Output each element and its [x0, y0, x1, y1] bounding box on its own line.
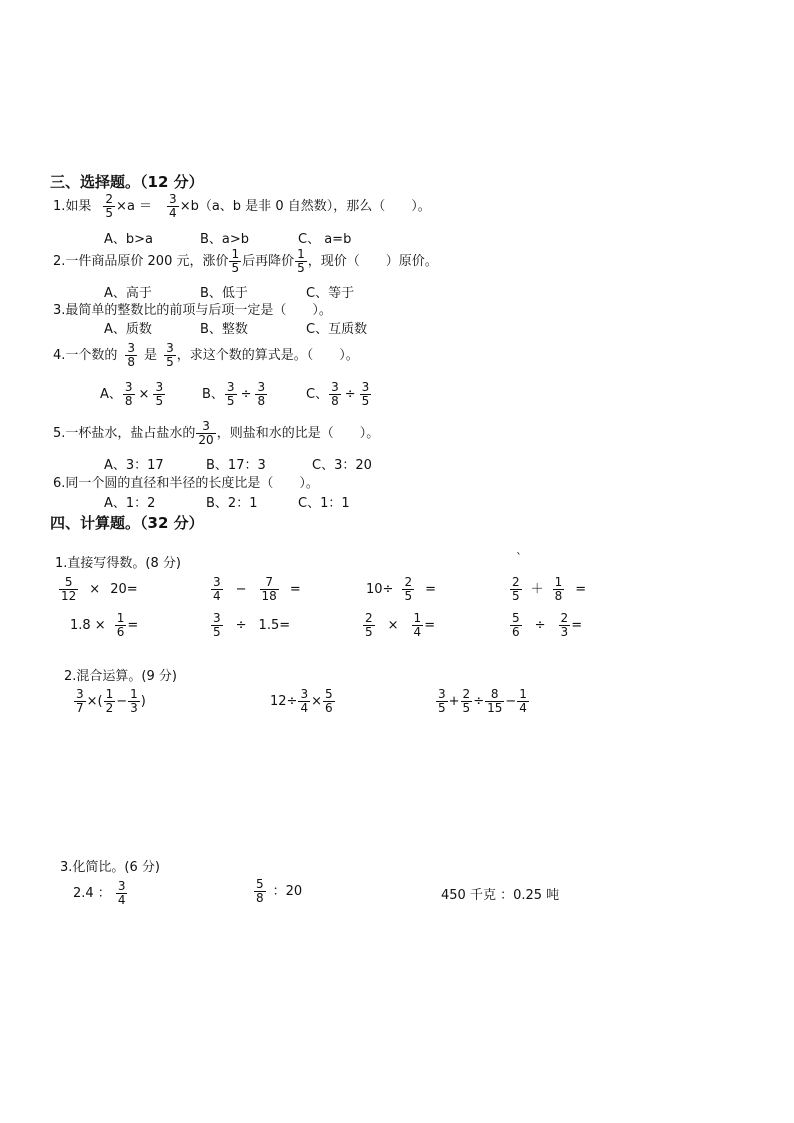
- q4-option-b: B、 $\frac{3}{5}$ ÷ $\frac{3}{8}$: [202, 380, 266, 408]
- q2-option-c: C、等于: [306, 286, 355, 301]
- q1-stem: 1.如果 $\frac{2}{5}$ ×a ＝ $\frac{3}{4}$ ×b（a、b 是非 0 自然数），那么（ ）。: [53, 192, 431, 220]
- part3-title: 3.化简比。(6 分): [60, 860, 160, 875]
- fraction: $\frac{3}{5}$: [361, 380, 370, 408]
- calc-e1: $\frac{5}{12}$ × 20=: [61, 575, 138, 603]
- fraction: $\frac{3}{4}$: [300, 687, 309, 715]
- q1-option-b: B、a>b: [200, 232, 250, 247]
- q4-option-a: A、 $\frac{3}{8}$ × $\frac{3}{5}$: [100, 380, 164, 408]
- fraction: $\frac{1}{5}$: [297, 247, 305, 275]
- ratio-r3: 450 千克 ：0.25 吨: [441, 888, 560, 903]
- fraction: $\frac{1}{6}$: [116, 611, 125, 639]
- q3-option-a: A、质数: [104, 322, 152, 337]
- fraction: $\frac{5}{12}$: [61, 575, 77, 603]
- fraction: $\frac{2}{5}$: [105, 192, 114, 220]
- fraction: $\frac{3}{8}$: [124, 380, 133, 408]
- ratio-r1: 2.4 ： $\frac{3}{4}$: [73, 879, 126, 907]
- calc-e8: $\frac{5}{6}$ ÷ $\frac{2}{3}$ =: [512, 611, 583, 639]
- q1-option-c: C、 a=b: [298, 232, 352, 247]
- fraction: $\frac{5}{6}$: [324, 687, 333, 715]
- q6-option-b: B、2：1: [206, 496, 258, 511]
- fraction: $\frac{3}{5}$: [226, 380, 235, 408]
- calc-e4: $\frac{2}{5}$ ＋ $\frac{1}{8}$ =: [512, 575, 587, 603]
- fraction: $\frac{3}{5}$: [166, 341, 174, 369]
- q6-option-c: C、1：1: [298, 496, 350, 511]
- fraction: $\frac{3}{4}$: [117, 879, 126, 907]
- fraction: $\frac{2}{5}$: [462, 687, 471, 715]
- q1-option-a: A、b>a: [104, 232, 154, 247]
- fraction: $\frac{1}{8}$: [554, 575, 563, 603]
- fraction: $\frac{1}{2}$: [105, 687, 114, 715]
- section3-title: 三、选择题。（12 分）: [50, 173, 204, 191]
- fraction: $\frac{3}{20}$: [198, 419, 214, 447]
- part2-title: 2.混合运算。(9 分): [64, 669, 177, 684]
- q5-option-b: B、17：3: [206, 458, 266, 473]
- fraction: $\frac{3}{8}$: [127, 341, 136, 369]
- q2-option-a: A、高于: [104, 286, 152, 301]
- q5-option-c: C、3：20: [312, 458, 372, 473]
- fraction: $\frac{3}{8}$: [331, 380, 339, 408]
- fraction: $\frac{1}{4}$: [413, 611, 422, 639]
- q6-option-a: A、1：2: [104, 496, 156, 511]
- fraction: $\frac{2}{5}$: [512, 575, 520, 603]
- calc-e5: 1.8 × $\frac{1}{6}$ =: [70, 611, 139, 639]
- q3-option-c: C、互质数: [306, 322, 368, 337]
- fraction: $\frac{7}{18}$: [261, 575, 277, 603]
- q2-option-b: B、低于: [200, 286, 248, 301]
- q4-option-c: C、 $\frac{3}{8}$ ÷ $\frac{3}{5}$: [306, 380, 370, 408]
- fraction: $\frac{1}{3}$: [130, 687, 138, 715]
- fraction: $\frac{3}{5}$: [438, 687, 446, 715]
- fraction: $\frac{8}{15}$: [487, 687, 503, 715]
- mixed-m3: $\frac{3}{5}$ + $\frac{2}{5}$ ÷ $\frac{8}{15}$ − $\frac{1}{4}$: [438, 687, 527, 715]
- fraction: $\frac{3}{4}$: [169, 192, 177, 220]
- fraction: $\frac{3}{8}$: [257, 380, 266, 408]
- section4-title: 四、计算题。（32 分）: [50, 514, 204, 532]
- q3-stem: 3.最简单的整数比的前项与后项一定是（ ）。: [53, 303, 332, 318]
- stray-mark: ˋ: [516, 551, 522, 565]
- fraction: $\frac{3}{7}$: [76, 687, 84, 715]
- q3-option-b: B、整数: [200, 322, 248, 337]
- q6-stem: 6.同一个圆的直径和半径的长度比是（ ）。: [53, 476, 319, 491]
- fraction: $\frac{1}{4}$: [519, 687, 527, 715]
- fraction: $\frac{2}{5}$: [365, 611, 373, 639]
- mixed-m1: $\frac{3}{7}$ ×( $\frac{1}{2}$ − $\frac{1}{3}$ ): [76, 687, 146, 715]
- q2-stem: 2.一件商品原价 200 元，涨价 $\frac{1}{5}$ 后再降价 $\frac{1}{5}$ ，现价（ ）原价。: [53, 247, 438, 275]
- calc-e7: $\frac{2}{5}$ × $\frac{1}{4}$ =: [365, 611, 436, 639]
- calc-e6: $\frac{3}{5}$ ÷ 1.5=: [213, 611, 291, 639]
- calc-e3: 10÷ $\frac{2}{5}$ =: [366, 575, 436, 603]
- ratio-r2: $\frac{5}{8}$ ：20: [256, 877, 303, 905]
- fraction: $\frac{2}{5}$: [404, 575, 413, 603]
- mixed-m2: 12÷ $\frac{3}{4}$ × $\frac{5}{6}$: [270, 687, 333, 715]
- fraction: $\frac{2}{3}$: [560, 611, 569, 639]
- fraction: $\frac{3}{5}$: [213, 611, 221, 639]
- fraction: $\frac{1}{5}$: [231, 247, 240, 275]
- q4-stem: 4.一个数的 $\frac{3}{8}$ 是 $\frac{3}{5}$ ，求这个数的算式是。（ ）。: [53, 341, 359, 369]
- calc-e2: $\frac{3}{4}$ − $\frac{7}{18}$ =: [213, 575, 301, 603]
- fraction: $\frac{3}{5}$: [155, 380, 164, 408]
- fraction: $\frac{5}{6}$: [512, 611, 520, 639]
- part1-title: 1.直接写得数。(8 分): [55, 556, 181, 571]
- fraction: $\frac{5}{8}$: [256, 877, 264, 905]
- q5-option-a: A、3：17: [104, 458, 164, 473]
- fraction: $\frac{3}{4}$: [213, 575, 221, 603]
- q5-stem: 5.一杯盐水，盐占盐水的 $\frac{3}{20}$ ，则盐和水的比是（ ）。: [53, 419, 380, 447]
